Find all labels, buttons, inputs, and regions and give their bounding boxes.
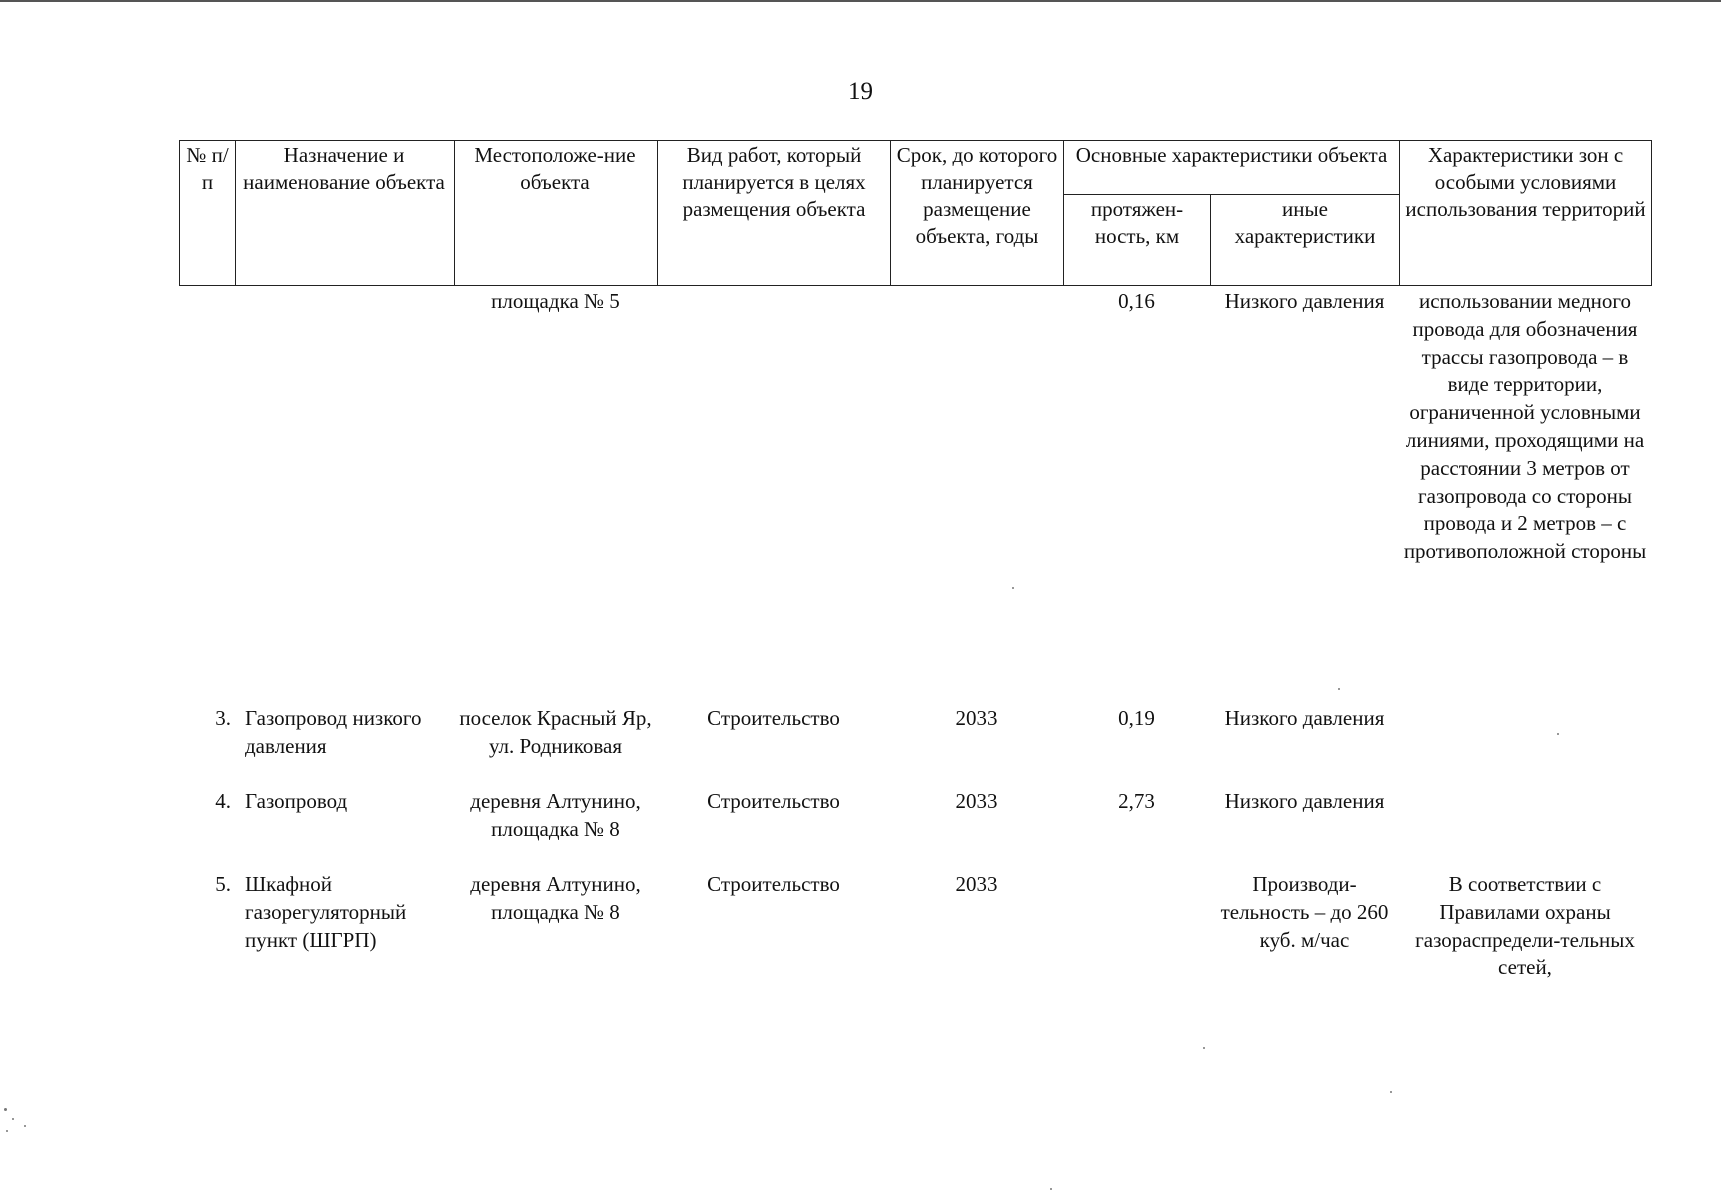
scan-speck bbox=[24, 1125, 26, 1127]
header-zones: Характеристики зон с особыми условиями использования территорий bbox=[1400, 141, 1652, 286]
row-location: деревня Алтунино, площадка № 8 bbox=[470, 872, 641, 924]
row-term: 2033 bbox=[955, 872, 998, 896]
header-name: Назначение и наименование объекта bbox=[236, 141, 455, 286]
row-name: Газопровод bbox=[245, 789, 348, 813]
row-other: Производи-тельность – до 260 куб. м/час bbox=[1220, 872, 1389, 952]
table-header bbox=[179, 140, 1652, 286]
row-work: Строительство bbox=[707, 706, 840, 730]
row-length: 2,73 bbox=[1118, 789, 1155, 813]
row-length: 0,19 bbox=[1118, 706, 1155, 730]
scan-speck bbox=[1338, 688, 1340, 690]
scan-speck bbox=[1390, 1091, 1392, 1093]
row-name: Газопровод низкого давления bbox=[245, 706, 422, 758]
scan-speck bbox=[1557, 733, 1559, 735]
table-row bbox=[179, 788, 1651, 871]
table-row bbox=[179, 871, 1651, 982]
row-term: 2033 bbox=[955, 789, 998, 813]
row-location: поселок Красный Яр, ул. Родниковая bbox=[459, 706, 652, 758]
scan-speck bbox=[1203, 1047, 1205, 1049]
table-row bbox=[179, 288, 1651, 705]
row-term: 2033 bbox=[955, 706, 998, 730]
row-other: Низкого давления bbox=[1224, 289, 1385, 313]
row-location: деревня Алтунино, площадка № 8 bbox=[470, 789, 641, 841]
scan-speck bbox=[12, 1118, 14, 1120]
row-location: площадка № 5 bbox=[491, 289, 620, 313]
table-body bbox=[179, 288, 1651, 982]
header-length: протяжен-ность, км bbox=[1064, 195, 1211, 286]
row-name: Шкафной газорегуляторный пункт (ШГРП) bbox=[245, 872, 407, 952]
row-other: Низкого давления bbox=[1224, 706, 1385, 730]
scan-speck bbox=[4, 1108, 7, 1111]
page-number: 19 bbox=[848, 78, 873, 105]
row-length: 0,16 bbox=[1118, 289, 1155, 313]
header-location: Местоположе-ние объекта bbox=[455, 141, 658, 286]
scan-speck bbox=[6, 1130, 8, 1132]
scan-speck bbox=[1012, 587, 1014, 589]
header-term: Срок, до которого планируется размещение объекта, годы bbox=[891, 141, 1064, 286]
row-work: Строительство bbox=[707, 789, 840, 813]
row-num: 3. bbox=[215, 706, 231, 730]
scan-speck bbox=[1050, 1188, 1052, 1190]
table-row bbox=[179, 705, 1651, 788]
header-work: Вид работ, который планируется в целях размещения объекта bbox=[658, 141, 891, 286]
row-zones: В соответствии с Правилами охраны газораспредели-тельных сетей, bbox=[1415, 872, 1635, 980]
row-zones: использовании медного провода для обозначения трассы газопровода – в виде территории, ограниченной условными линиями, проходящими на расстоянии 3 метров от газопровода со стороны провода и 2 метров – с противоположной стороны bbox=[1403, 289, 1647, 564]
header-main-characteristics: Основные характеристики объекта bbox=[1064, 141, 1400, 195]
scan-top-edge bbox=[0, 0, 1721, 2]
header-other: иные характеристики bbox=[1211, 195, 1400, 286]
row-num: 5. bbox=[215, 872, 231, 896]
row-work: Строительство bbox=[707, 872, 840, 896]
row-other: Низкого давления bbox=[1224, 789, 1385, 813]
row-num: 4. bbox=[215, 789, 231, 813]
header-num: № п/п bbox=[180, 141, 236, 286]
